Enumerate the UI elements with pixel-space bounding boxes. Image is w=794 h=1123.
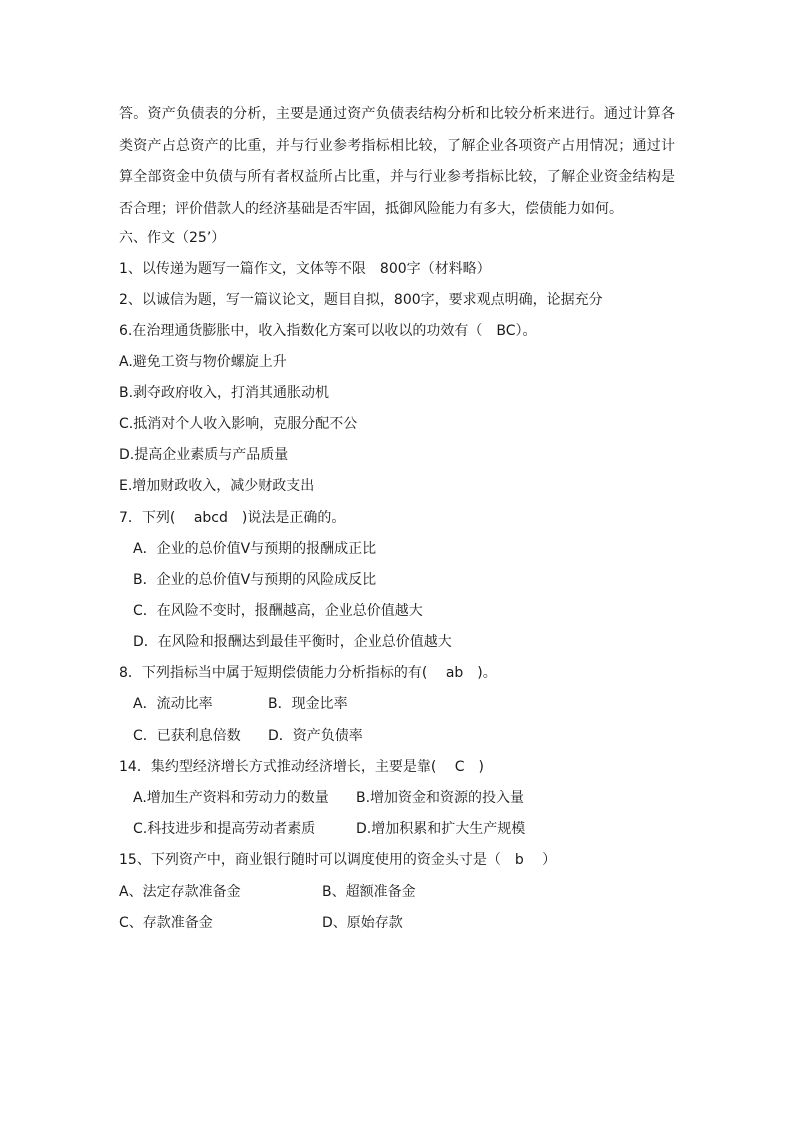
q15-stem: 15、下列资产中，商业银行随时可以调度使用的资金头寸是（ b ） xyxy=(119,852,557,868)
q15-option-a: A、法定存款准备金 xyxy=(119,884,241,900)
q6-stem: 6.在治理通货膨胀中，收入指数化方案可以收以的功效有（ BC）。 xyxy=(119,323,537,339)
q8-stem: 8．下列指标当中属于短期偿债能力分析指标的有( ab )。 xyxy=(119,665,497,681)
q6-option-c: C.抵消对个人收入影响，克服分配不公 xyxy=(119,416,358,432)
q7-option-c: C．在风险不变时，报酬越高，企业总价值越大 xyxy=(133,603,423,619)
section-six-heading: 六、作文（25’） xyxy=(119,230,226,246)
essay-item-1: 1、以传递为题写一篇作文，文体等不限 800字（材料略） xyxy=(119,261,491,277)
q15-option-d: D、原始存款 xyxy=(322,915,403,931)
q6-option-a: A.避免工资与物价螺旋上升 xyxy=(119,354,287,370)
q7-stem: 7．下列( abcd )说法是正确的。 xyxy=(119,510,346,526)
q8-option-a: A．流动比率 xyxy=(133,696,213,712)
q14-option-c: C.科技进步和提高劳动者素质 xyxy=(133,821,316,837)
essay-item-2: 2、以诚信为题，写一篇议论文，题目自拟，800字，要求观点明确，论据充分 xyxy=(119,292,603,308)
q14-option-b: B.增加资金和资源的投入量 xyxy=(356,790,525,806)
q8-option-b: B．现金比率 xyxy=(268,696,348,712)
q7-option-a: A．企业的总价值V与预期的报酬成正比 xyxy=(133,541,377,557)
q14-stem: 14．集约型经济增长方式推动经济增长，主要是靠( C ) xyxy=(119,759,484,775)
q15-option-b: B、超额准备金 xyxy=(322,884,416,900)
q7-option-d: D．在风险和报酬达到最佳平衡时，企业总价值越大 xyxy=(133,634,452,650)
answer-paragraph: 答。资产负债表的分析，主要是通过资产负债表结构分析和比较分析来进行。通过计算各类资产占总资产的比重，并与行业参考指标相比较，了解企业各项资产占用情况；通过计算全部资金中负债与所有者权益所占比重，并与行业参考指标比较，了解企业资金结构是否合理；评价借款人的经济基础是否牢固，抵御风险能力有多大，偿债能力如何。 xyxy=(119,106,675,218)
q7-option-b: B．企业的总价值V与预期的风险成反比 xyxy=(133,572,377,588)
q14-option-d: D.增加积累和扩大生产规模 xyxy=(356,821,526,837)
q14-option-a: A.增加生产资料和劳动力的数量 xyxy=(133,790,329,806)
q6-option-d: D.提高企业素质与产品质量 xyxy=(119,447,289,463)
q6-option-e: E.增加财政收入，减少财政支出 xyxy=(119,478,315,494)
q6-option-b: B.剥夺政府收入，打消其通胀动机 xyxy=(119,385,330,401)
q8-option-d: D．资产负债率 xyxy=(268,728,363,744)
q15-option-c: C、存款准备金 xyxy=(119,915,213,931)
q8-option-c: C．已获利息倍数 xyxy=(133,728,241,744)
